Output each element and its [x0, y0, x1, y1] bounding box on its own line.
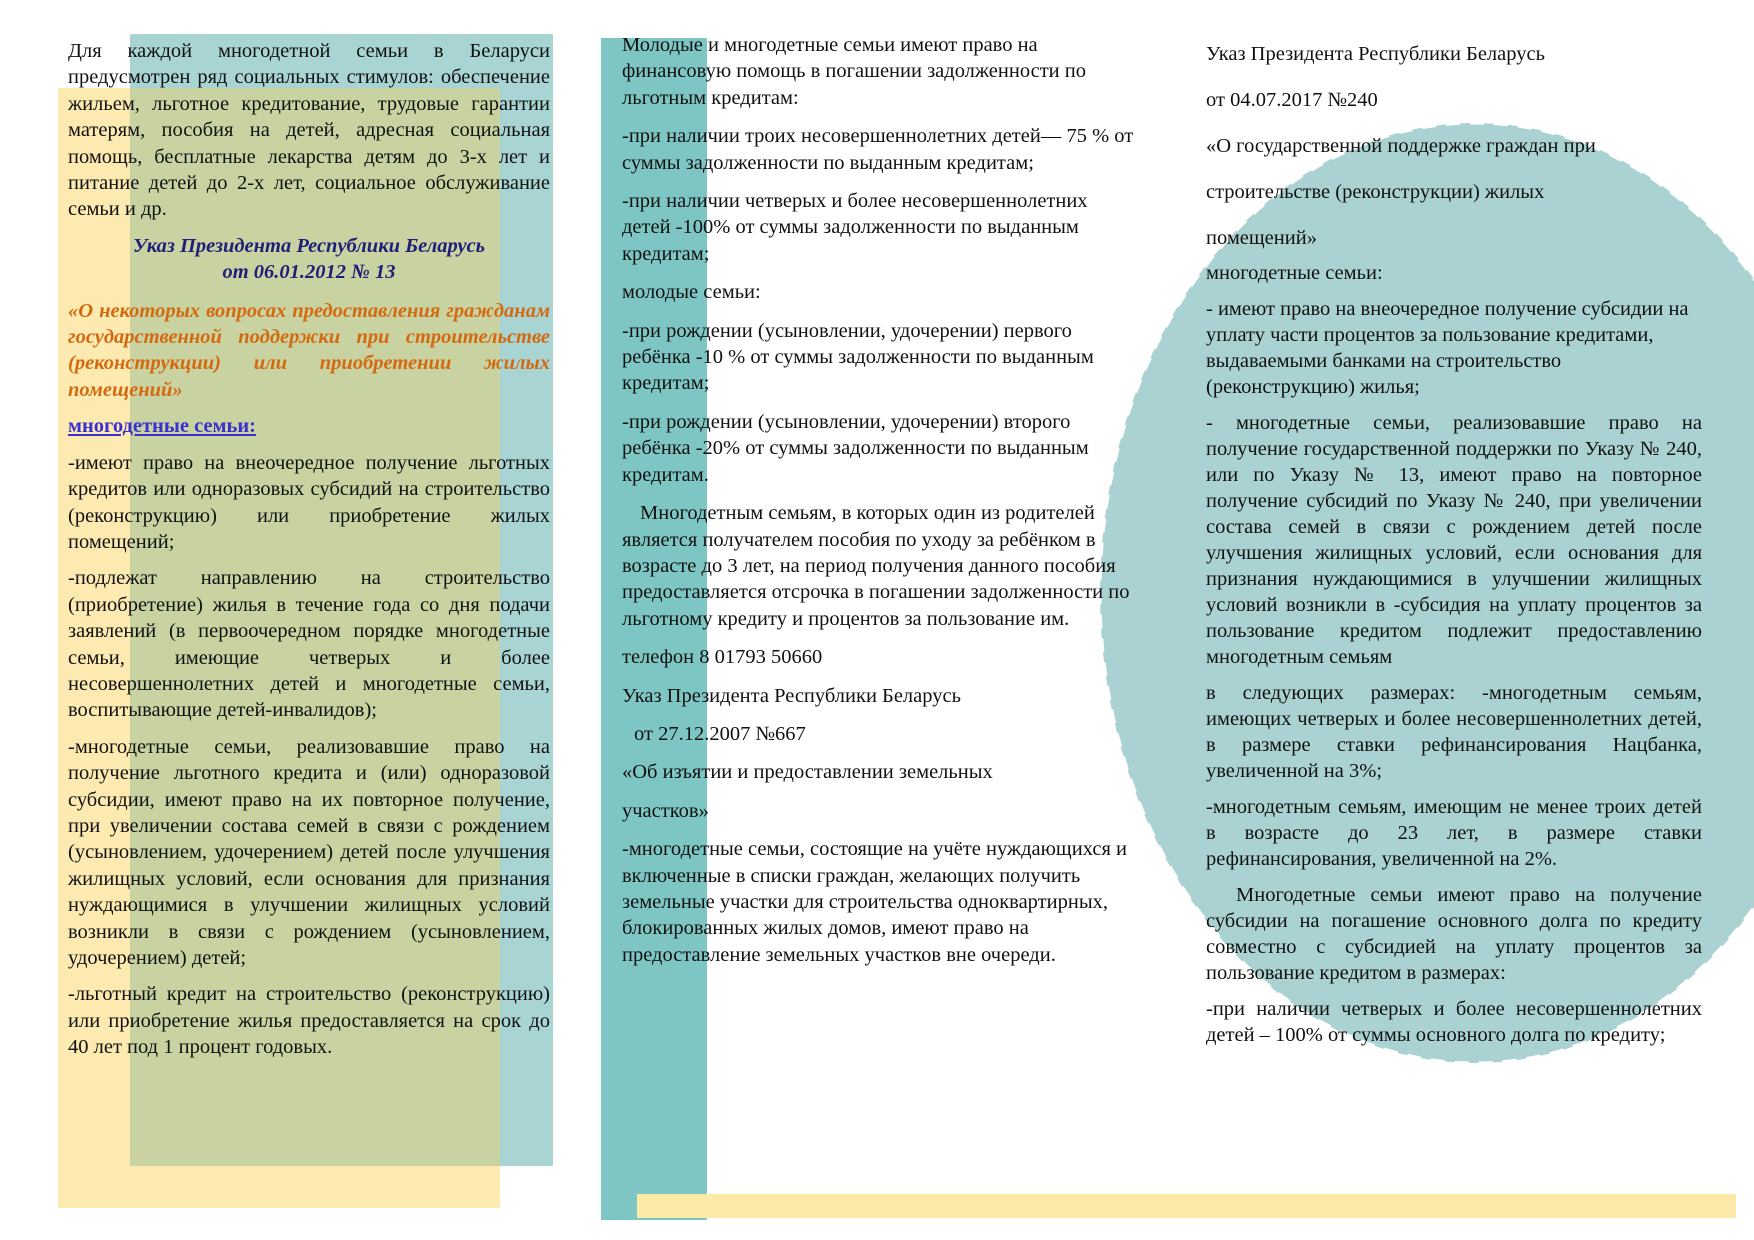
decree-240-title-b: строительстве (реконструкции) жилых — [1206, 181, 1545, 203]
intro-paragraph: Для каждой многодетной семьи в Беларуси предусмотрен ряд социальных стимулов: обеспечение жильем, льготное кредитование, трудовые гарантии матерям, пособия на детей, адресная социальная помощь, бесплатные лекарства детям до 3-х лет и питание детей до 2-х лет, социальное обслуживание семьи и др. — [68, 40, 550, 221]
decree-240-line1: Указ Президента Республики Беларусь — [1206, 43, 1545, 65]
financial-aid-intro: Молодые и многодетные семьи имеют право на финансовую помощь в погашении задолженности по льготным кредитам: — [622, 34, 1086, 109]
subsidy-sizes-paragraph: в следующих размерах: -многодетным семьям, имеющих четверых и более несовершеннолетних детей, в размере ставки рефинансирования Нацбанка, увеличенной на 3%; — [1206, 682, 1702, 782]
three-children-rate: -многодетным семьям, имеющим не менее троих детей в возрасте до 23 лет, в размере ставки рефинансирования, увеличенной на 2%. — [1206, 796, 1702, 870]
decree-13-line1: Указ Президента Республики Беларусь — [132, 234, 486, 257]
list-item: -имеют право на внеочередное получение льготных кредитов или одноразовых субсидий на строительство (реконструкцию) или приобретение жилых помещений; — [68, 451, 550, 553]
principal-subsidy-paragraph: Многодетные семьи имеют право на получение субсидии на погашение основного долга по кредиту совместно с субсидией на уплату процентов за пользование кредитом в размерах: — [1206, 884, 1702, 984]
decree-240-title-a: «О государственной поддержке граждан при — [1206, 135, 1596, 157]
interest-subsidy-right: - имеют право на внеочередное получение субсидии на уплату части процентов за пользование кредитами, выдаваемыми банками на строительство (реконструкцию) жилья; — [1206, 298, 1689, 398]
decree-13-heading — [68, 233, 550, 286]
deferral-paragraph: Многодетным семьям, в которых один из родителей является получателем пособия по уходу за ребёнком в возрасте до 3 лет, на период получения данного пособия предоставляется отсрочка в погашении задолженности по льготному кредиту и процентов за пользование им. — [622, 502, 1130, 630]
four-children-aid: -при наличии четверых и более несовершеннолетних детей -100% от суммы задолженности по выданным кредитам; — [622, 190, 1088, 265]
left-column — [68, 38, 550, 1071]
list-item: -льготный кредит на строительство (реконструкцию) или приобретение жилья предоставляется на срок до 40 лет под 1 процент годовых. — [68, 983, 550, 1059]
decree-240-line2: от 04.07.2017 №240 — [1206, 89, 1378, 111]
decree-13-line2: от 06.01.2012 № 13 — [222, 261, 396, 284]
four-children-principal: -при наличии четверых и более несовершеннолетних детей – 100% от суммы основного долга по кредиту; — [1206, 998, 1702, 1046]
repeat-subsidy-paragraph: - многодетные семьи, реализовавшие право на получение государственной поддержки по Указу № 240, или по Указу № 13, имеют право на повторное получение субсидий по Указу № 240, при увеличении состава семей в связи с рождением детей после улучшения жилищных условий, если основания для признания нуждающимися в улучшении жилищных условий возникли в -субсидия на уплату процентов за пользование кредитом подлежит предоставлению многодетным семьям — [1206, 412, 1702, 668]
decree-13-title: «О некоторых вопросах предоставления гражданам государственной поддержки при строительстве (реконструкции) или приобретении жилых помещений» — [68, 299, 550, 401]
list-item: -многодетные семьи, реализовавшие право на получение льготного кредита и (или) одноразовой субсидии, имеют право на их повторное получение, при увеличении состава семей в связи с рождением (усыновлением, удочерением) детей после улучшения жилищных условий, если основания для признания нуждающимися в улучшении жилищных условий возникли в связи с рождением (усыновлением, удочерением) детей; — [68, 735, 550, 969]
decree-667-title-a: «Об изъятии и предоставлении земельных — [622, 761, 993, 784]
phone-number: телефон 8 01793 50660 — [622, 646, 823, 669]
land-plots-paragraph: -многодетные семьи, состоящие на учёте нуждающихся и включенные в списки граждан, желающих получить земельные участки для строительства одноквартирных, блокированных жилых домов, имеют право на предоставление земельных участков вне очереди. — [622, 838, 1127, 966]
right-column — [1206, 36, 1702, 1058]
three-children-aid: -при наличии троих несовершеннолетних детей— 75 % от суммы задолженности по выданным кредитам; — [622, 125, 1134, 174]
yellow-bottom-strip — [637, 1194, 1736, 1218]
second-child-aid: -при рождении (усыновлении, удочерении) второго ребёнка -20% от суммы задолженности по выданным кредитам. — [622, 410, 1089, 486]
list-item: -подлежат направлению на строительство (приобретение) жилья в течение года со дня подачи заявлений (в первоочередном порядке многодетные семьи, имеющие четверых и более несовершеннолетних детей и многодетные семьи, воспитывающие детей-инвалидов); — [68, 567, 550, 722]
large-families-heading[interactable]: многодетные семьи: — [68, 415, 256, 438]
decree-240-title-c: помещений» — [1206, 227, 1317, 249]
middle-column — [622, 32, 1134, 980]
decree-667-line2: от 27.12.2007 №667 — [634, 722, 806, 745]
decree-667-title-b: участков» — [622, 799, 709, 822]
decree-667-line1: Указ Президента Республики Беларусь — [622, 684, 961, 707]
first-child-aid: -при рождении (усыновлении, удочерении) первого ребёнка -10 % от суммы задолженности по выданным кредитам; — [622, 319, 1094, 395]
right-heading: многодетные семьи: — [1206, 262, 1383, 284]
young-families-heading: молодые семьи: — [622, 281, 761, 304]
